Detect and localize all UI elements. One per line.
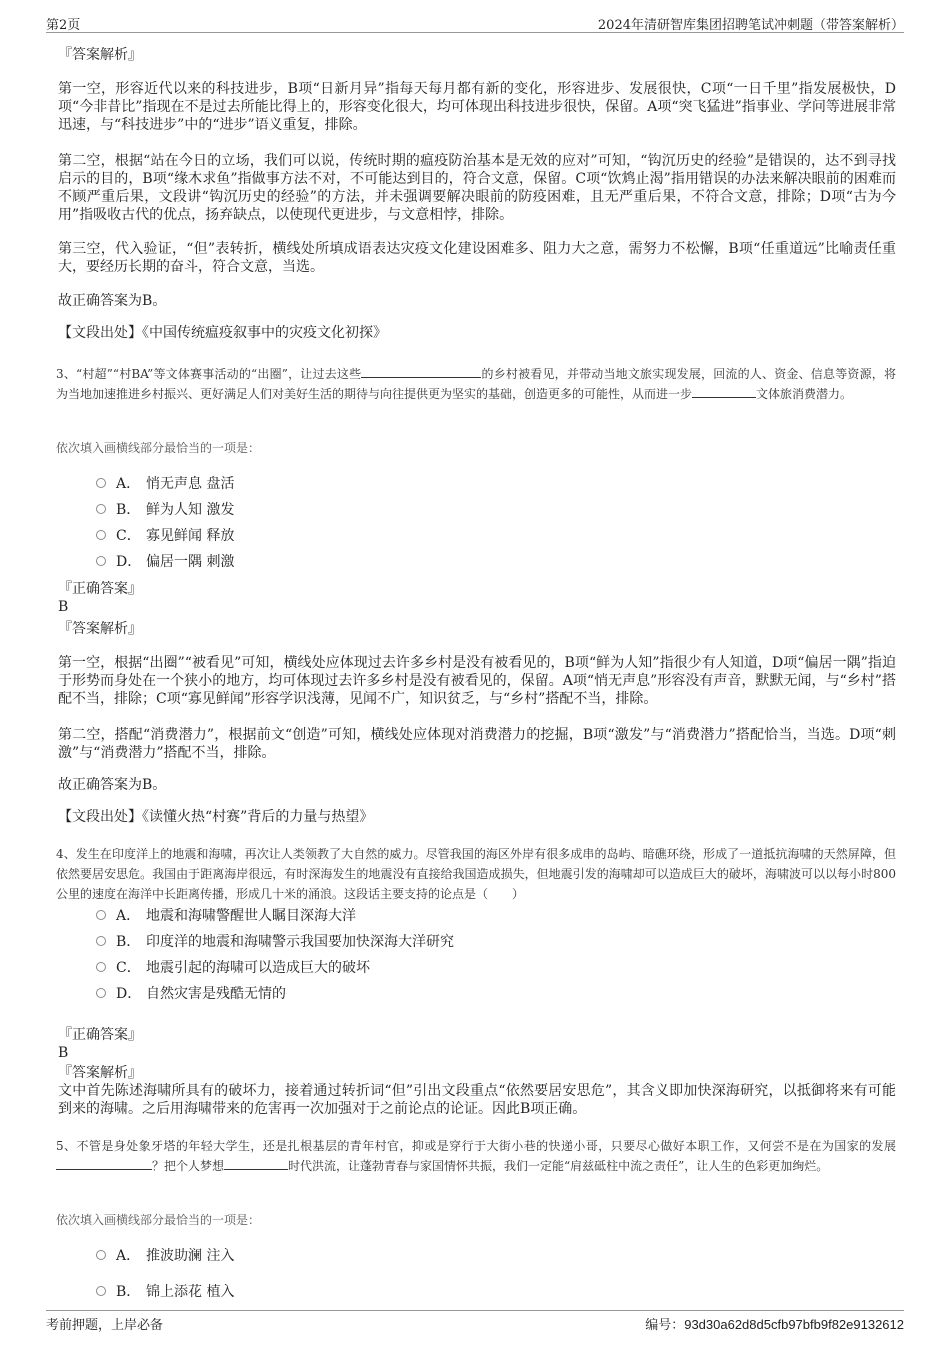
q5-option-a[interactable]: A． 推波助澜 注入 (96, 1246, 234, 1266)
page-number: 第2页 (46, 18, 81, 33)
q2-conclusion: 故正确答案为B。 (58, 293, 167, 309)
q3-prompt: 依次填入画横线部分最恰当的一项是： (56, 441, 261, 455)
document-serial: 编号：93d30a62d8d5cfb97bfb9f82e9132612 (645, 1317, 904, 1332)
q3-stem-part1: 3、“村超”“村BA”等文体赛事活动的“出圈”，让过去这些 (56, 367, 362, 381)
q4-analysis-heading: 『答案解析』 (58, 1065, 142, 1081)
q3-option-c[interactable]: C． 寡见鲜闻 释放 (96, 526, 234, 546)
q3-stem-part3: 文体旅消费潜力。 (756, 387, 853, 401)
q2-analysis-para2: 第二空，根据“站在今日的立场，我们可以说，传统时期的瘟疫防治基本是无效的应对”可知，“钩沉历史的经验”是错误的，达不到寻找启示的目的，B项“缘木求鱼”指做事方法不对，不可能达到目的，符合文意，保留。C项“饮鸩止渴”指用错误的办法来解决眼前的困难而不顾严重后果，文段讲“钩沉历史的经验”的方法，并未强调要解决眼前的防疫困难，且无严重后果，不符合文意，排除；D项“古为今用”指吸收古代的优点，扬弃缺点，以使现代更进步，与文意相悖，排除。 (58, 153, 896, 223)
q4-stem: 4、发生在印度洋上的地震和海啸，再次让人类领教了大自然的威力。尽管我国的海区外岸有很多成串的岛屿、暗礁环绕，形成了一道抵抗海啸的天然屏障，但依然要居安思危。我国由于距离海岸很远，有时深海发生的地震没有直接给我国造成损失，但地震引发的海啸却可以造成巨大的破坏，海啸波可以以每小时800公里的速度在海洋中长距离传播，形成几十米的涌浪。这段话主要支持的论点是（ ） (56, 847, 896, 901)
q4-option-d[interactable]: D． 自然灾害是残酷无情的 (96, 984, 286, 1004)
q5-stem-part1: 5、不管是身处象牙塔的年轻大学生，还是扎根基层的青年村官，抑或是穿行于大街小巷的快递小哥，只要尽心做好本职工作，又何尝不是在为国家的发展 (56, 1139, 896, 1153)
radio-icon[interactable] (96, 556, 106, 566)
q3-option-d[interactable]: D． 偏居一隅 刺激 (96, 552, 234, 572)
q5-stem (56, 1136, 896, 1176)
q4-analysis: 文中首先陈述海啸所具有的破坏力，接着通过转折词“但”引出文段重点“依然要居安思危”，其含义即加快深海研究，以抵御将来有可能到来的海啸。之后用海啸带来的危害再一次加强对于之前论点的论证。因此B项正确。 (58, 1083, 896, 1117)
radio-icon[interactable] (96, 530, 106, 540)
page-header (46, 14, 904, 33)
q3-analysis-para1: 第一空，根据“出圈”“被看见”可知，横线处应体现过去许多乡村是没有被看见的，B项“鲜为人知”指很少有人知道，D项“偏居一隅”指迫于形势而身处在一个狭小的地方，均可体现过去许多乡村是没有被看见的，保留。A项“悄无声息”形容没有声音，默默无闻，与“乡村”搭配不当，排除；C项“寡见鲜闻”形容学识浅薄，见闻不广，知识贫乏，与“乡村”搭配不当，排除。 (58, 655, 896, 707)
q4-option-c[interactable]: C． 地震引起的海啸可以造成巨大的破坏 (96, 958, 370, 978)
q3-blank-1 (361, 365, 481, 378)
q3-conclusion: 故正确答案为B。 (58, 777, 167, 793)
q3-analysis-heading: 『答案解析』 (58, 621, 142, 637)
q3-stem (56, 364, 896, 404)
q2-analysis-heading: 『答案解析』 (58, 47, 142, 63)
q5-blank-1 (56, 1157, 152, 1170)
page-footer (46, 1310, 904, 1331)
q3-blank-2 (692, 385, 756, 398)
radio-icon[interactable] (96, 988, 106, 998)
q3-answer: B (58, 599, 69, 615)
radio-icon[interactable] (96, 478, 106, 488)
q2-analysis-para3: 第三空，代入验证，“但”表转折，横线处所填成语表达灾疫文化建设困难多、阻力大之意，需努力不松懈，B项“任重道远”比喻责任重大，要经历长期的奋斗，符合文意，当选。 (58, 241, 896, 275)
radio-icon[interactable] (96, 1250, 106, 1260)
document-title: 2024年清研智库集团招聘笔试冲刺题（带答案解析） (597, 18, 904, 33)
q4-option-b[interactable]: B． 印度洋的地震和海啸警示我国要加快深海大洋研究 (96, 932, 454, 952)
q5-stem-part3: 时代洪流，让蓬勃青春与家国情怀共振，我们一定能“肩兹砥柱中流之责任”，让人生的色彩更加绚烂。 (288, 1159, 829, 1173)
q2-analysis-para1: 第一空，形容近代以来的科技进步，B项“日新月异”指每天每月都有新的变化，形容进步、发展很快，C项“一日千里”指发展极快，D项“今非昔比”指现在不是过去所能比得上的，形容变化很大，均可体现出科技进步很快，保留。A项“突飞猛进”指事业、学问等进展非常迅速，与“科技进步”中的“进步”语义重复，排除。 (58, 81, 896, 133)
radio-icon[interactable] (96, 910, 106, 920)
q3-answer-heading: 『正确答案』 (58, 581, 142, 597)
radio-icon[interactable] (96, 504, 106, 514)
footer-slogan: 考前押题，上岸必备 (46, 1318, 164, 1333)
q5-blank-2 (224, 1157, 288, 1170)
q4-answer: B (58, 1045, 69, 1061)
radio-icon[interactable] (96, 962, 106, 972)
q4-answer-heading: 『正确答案』 (58, 1027, 142, 1043)
q3-stem-part2: 的乡村被看见，并带动当地文旅实现发展，回流的人、资金、信息等资源，将为当地加速推进乡村振兴、更好满足人们对美好生活的期待与向往提供更为坚实的基础，创造更多的可能性，从而进一步 (56, 367, 896, 401)
q5-stem-part2: ？把个人梦想 (152, 1159, 225, 1173)
radio-icon[interactable] (96, 1286, 106, 1296)
q5-option-b[interactable]: B． 锦上添花 植入 (96, 1282, 234, 1302)
radio-icon[interactable] (96, 936, 106, 946)
q3-option-b[interactable]: B． 鲜为人知 激发 (96, 500, 234, 520)
q3-analysis-para2: 第二空，搭配“消费潜力”，根据前文“创造”可知，横线处应体现对消费潜力的挖掘，B项“激发”与“消费潜力”搭配恰当，当选。D项“刺激”与“消费潜力”搭配不当，排除。 (58, 727, 896, 761)
q4-option-a[interactable]: A． 地震和海啸警醒世人瞩目深海大洋 (96, 906, 356, 926)
q3-option-a[interactable]: A． 悄无声息 盘活 (96, 474, 234, 494)
q2-source: 【文段出处】《中国传统瘟疫叙事中的灾疫文化初探》 (58, 325, 387, 341)
q5-prompt: 依次填入画横线部分最恰当的一项是： (56, 1213, 261, 1227)
q3-source: 【文段出处】《读懂火热“村赛”背后的力量与热望》 (58, 809, 374, 825)
